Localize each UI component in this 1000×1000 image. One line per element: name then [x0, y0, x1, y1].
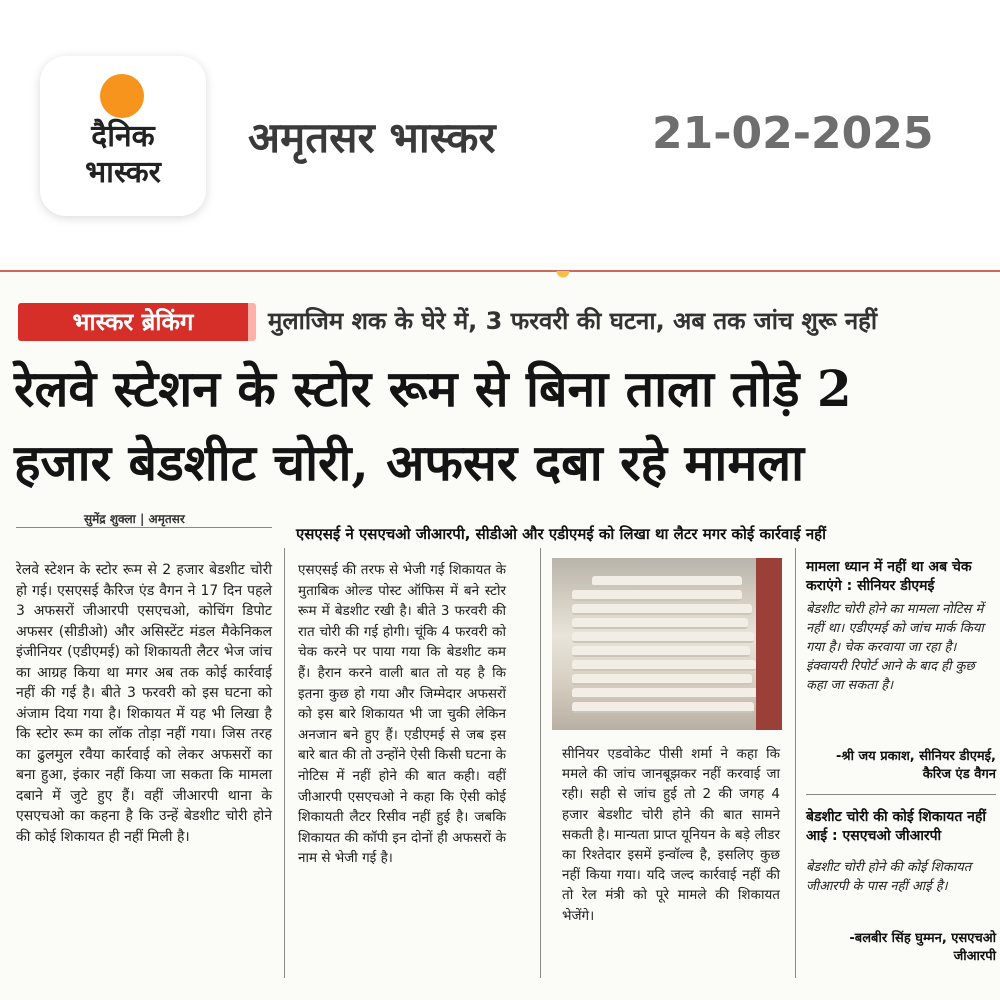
photo-sheet [572, 674, 752, 685]
logo-line-2: भास्कर [85, 155, 161, 190]
article-column-3: सीनियर एडवोकेट पीसी शर्मा ने कहा कि ममले की जांच जानबूझकर नहीं करवाई जा रही। सही से जांच हुई तो 2 की जगह 4 हजार बेडशीट चोरी होने की बात सामने सकती है। मान्यता प्राप्त यूनियन के बड़े लीडर का रिश्तेदार इसमें इन्वॉल्व है, इसलिए कुछ नहीं किया गया। यदि जल्द कार्रवाई नहीं की तो रेल मंत्री को पूरे मामले की शिकायत भेजेंगे। [562, 746, 780, 924]
sidebar-heading-1: मामला ध्यान में नहीं था अब चेक कराएंगे : सीनियर डीएमई [806, 559, 972, 594]
photo-sheet [572, 604, 752, 615]
photo-sheet [572, 702, 754, 713]
article-subhead: एसएसई ने एसएचओ जीआरपी, सीडीओ और एडीएमई को लिखा था लैटर मगर कोई कार्रवाई नहीं [296, 525, 827, 543]
photo-sheet [572, 590, 742, 601]
photo-sheet [572, 660, 756, 671]
article-headline [14, 352, 994, 500]
bedsheet-stack-photo [552, 558, 782, 730]
photo-sheet [572, 646, 750, 657]
sidebar-heading-2: बेडशीट चोरी की कोई शिकायत नहीं आई : एसएचओ जीआरपी [806, 809, 987, 844]
edition-date: 21-02-2025 [652, 108, 934, 159]
article-byline: सुमेंद्र शुक्ला | अमृतसर [84, 512, 185, 526]
article-kicker: मुलाजिम शक के घेरे में, 3 फरवरी की घटना, अब तक जांच शुरू नहीं [268, 307, 878, 335]
photo-sheet [572, 618, 748, 629]
page-divider [0, 270, 1000, 272]
sidebar-quote-1: बेडशीट चोरी होने का मामला नोटिस में नहीं था। एडीएमई को जांच मार्क किया गया है। चेक करवाया जा रहा है। इंक्वायरी रिपोर्ट आने के बाद ही कुछ कहा जा सकता है। [806, 602, 984, 693]
article-column-2: एसएसई की तरफ से भेजी गई शिकायत के मुताबिक ओल्ड पोस्ट ऑफिस में बने स्टोर रूम में बेडशीट रखी है। बीते 3 फरवरी की रात चोरी की गई होगी। चूंकि 4 फरवरी को चेक करने पर पाया गया कि बेडशीट कम हैं। हैरान करने वाली बात तो यह है कि इतना कुछ हो गया और जिम्मेदार अफसरों को इस बारे शिकायत भी जा चुकी लेकिन अनजान बने हुए हैं। एडीएमई से जब इस बारे बात की तो उन्होंने ऐसी किसी घटना के नोटिस में नहीं होने की बात कही। वहीं जीआरपी एसएचओ ने कहा कि ऐसी कोई शिकायती लैटर रिसीव नहीं हुई है। जबकि शिकायत की कॉपी इन दोनों ही अफसरों के नाम से भेजी गई है। [298, 562, 506, 867]
photo-sheet [572, 688, 758, 699]
article-column-1: रेलवे स्टेशन के स्टोर रूम से 2 हजार बेडशीट चोरी हो गई। एसएसई कैरिज एंड वैगन ने 17 दिन पहले 3 अफसरों जीआरपी एसएचओ, कोचिंग डिपोट अफसर (सीडीओ) और असिस्टेंट मंडल मैकेनिकल इंजीनियर (एडीएमई) को शिकायती लैटर भेज जांच का आग्रह किया था मगर अब तक कोई कार्रवाई नहीं की गई है। बीते 3 फरवरी को इस घटना को अंजाम दिया गया है। शिकायत में यह भी लिखा है कि स्टोर रूम का लॉक तोड़ा नहीं गया। जिस तरह का ढुलमुल रवैया कार्रवाई को लेकर अफसरों का बना हुआ, इंकार नहीं किया जा सकता कि मामला दबाने में जुटे हुए हैं। वहीं जीआरपी थाना के एसएचओ का कहना है कि उन्हें बेडशीट चोरी होने की कोई शिकायत ही नहीं मिली है। [16, 562, 272, 845]
dainik-bhaskar-logo [40, 56, 206, 216]
logo-line-1: दैनिक [91, 119, 155, 154]
sidebar-attribution-1: -श्री जय प्रकाश, सीनियर डीएमई, कैरिज एंड वैगन [836, 749, 996, 782]
photo-sheet [572, 632, 754, 643]
photo-sheet [592, 576, 742, 587]
sun-icon [100, 74, 144, 118]
headline-line-2: हजार बेडशीट चोरी, अफसर दबा रहे मामला [14, 433, 805, 492]
sidebar-attribution-2: -बलबीर सिंह घुम्मन, एसएचओ जीआरपी [849, 931, 996, 964]
column-divider-1 [284, 548, 285, 978]
sidebar-rule [806, 794, 996, 795]
app-header [0, 0, 1000, 262]
breaking-badge: भास्कर ब्रेकिंग [18, 303, 256, 341]
divider-ornament [548, 271, 578, 281]
byline-rule [16, 527, 272, 528]
column-divider-3 [795, 548, 796, 978]
sidebar-quote-2: बेडशीट चोरी होने की कोई शिकायत जीआरपी के पास नहीं आई है। [806, 860, 972, 894]
edition-title: अमृतसर भास्कर [248, 113, 496, 162]
column-divider-2 [540, 548, 541, 978]
headline-line-1: रेलवे स्टेशन के स्टोर रूम से बिना ताला तोड़े 2 [14, 359, 852, 418]
photo-door-frame [756, 558, 782, 730]
